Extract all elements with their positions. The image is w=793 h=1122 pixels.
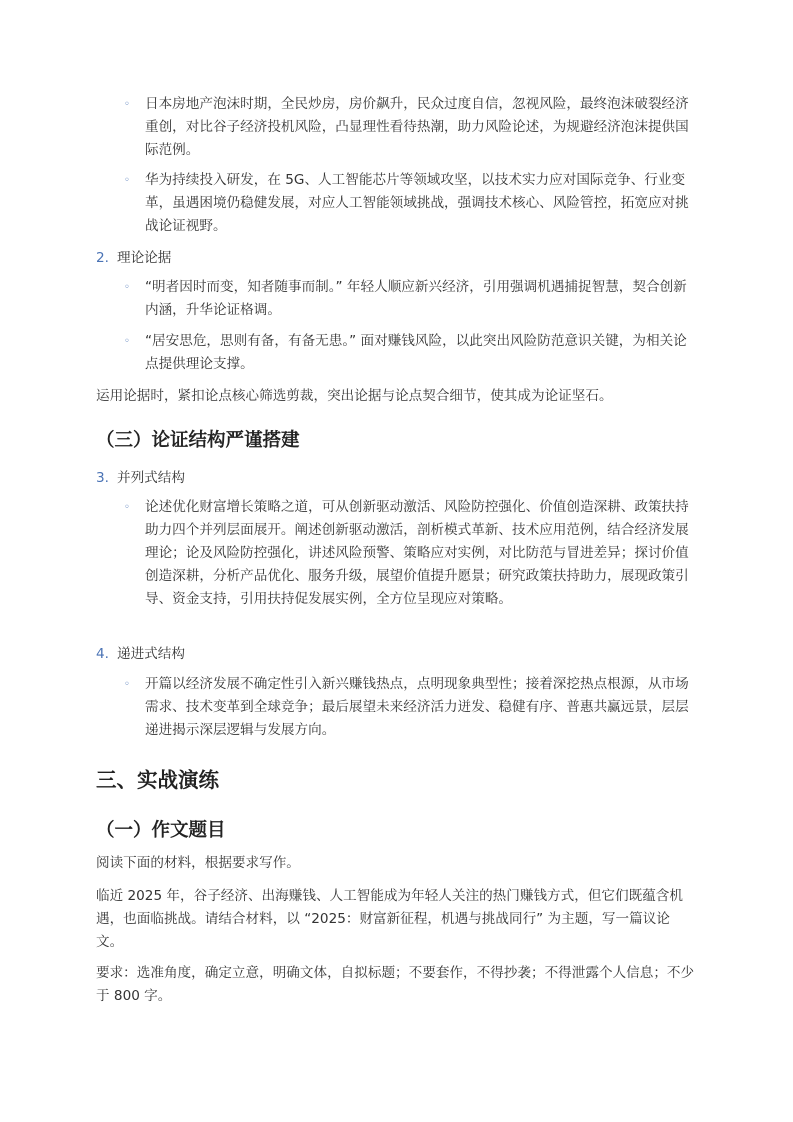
numbered-item-2 bbox=[96, 247, 171, 270]
list-item bbox=[124, 169, 700, 238]
list-item bbox=[124, 93, 700, 162]
chapter-heading: 三、实战演练 bbox=[96, 768, 219, 792]
section-heading: （一）作文题目 bbox=[96, 820, 226, 841]
paragraph: 临近 2025 年，谷子经济、出海赚钱、人工智能成为年轻人关注的热门赚钱方式，但它们既蕴含机遇，也面临挑战。请结合材料，以 “2025：财富新征程，机遇与挑战同行” 为主题，写一篇议论文。 bbox=[96, 888, 683, 950]
list-item-text: 日本房地产泡沫时期，全民炒房，房价飙升，民众过度自信，忽视风险，最终泡沫破裂经济重创，对比谷子经济投机风险，凸显理性看待热潮，助力风险论述，为规避经济泡沫提供国际范例。 bbox=[145, 96, 689, 158]
numbered-item-label: 并列式结构 bbox=[116, 470, 185, 486]
bullet-marker-icon: ◦ bbox=[124, 282, 130, 293]
list-item bbox=[124, 496, 700, 611]
bullet-marker-icon: ◦ bbox=[124, 679, 130, 690]
bullet-marker-icon: ◦ bbox=[124, 99, 130, 110]
paragraph: 要求：选准角度，确定立意，明确文体，自拟标题；不要套作，不得抄袭；不得泄露个人信息；不少于 800 字。 bbox=[96, 965, 695, 1004]
list-item-text: 论述优化财富增长策略之道，可从创新驱动激活、风险防控强化、价值创造深耕、政策扶持助力四个并列层面展开。阐述创新驱动激活，剖析模式革新、技术应用范例，结合经济发展理论；论及风险防控强化，讲述风险预警、策略应对实例，对比防范与冒进差异；探讨价值创造深耕，分析产品优化、服务升级，展望价值提升愿景；研究政策扶持助力，展现政策引导、资金支持，引用扶持促发展实例，全方位呈现应对策略。 bbox=[145, 499, 689, 607]
section-heading: （三）论证结构严谨搭建 bbox=[96, 430, 300, 451]
list-number: 2. bbox=[96, 250, 109, 266]
list-item-text: 华为持续投入研发，在 5G、人工智能芯片等领域攻坚，以技术实力应对国际竞争、行业变革，虽遇困境仍稳健发展，对应人工智能领域挑战，强调技术核心、风险管控，拓宽应对挑战论证视野。 bbox=[145, 172, 689, 234]
bullet-marker-icon: ◦ bbox=[124, 502, 130, 513]
list-number: 3. bbox=[96, 470, 109, 486]
numbered-item-label: 理论论据 bbox=[116, 250, 172, 266]
list-item-text: “居安思危，思则有备，有备无患。” 面对赚钱风险，以此突出风险防范意识关键，为相关论点提供理论支撑。 bbox=[145, 333, 687, 372]
bullet-marker-icon: ◦ bbox=[124, 175, 130, 186]
list-item bbox=[124, 276, 700, 322]
numbered-item-4 bbox=[96, 643, 185, 666]
list-number: 4. bbox=[96, 646, 109, 662]
paragraph: 运用论据时，紧扣论点核心筛选剪裁，突出论据与论点契合细节，使其成为论证坚石。 bbox=[96, 388, 613, 404]
list-item bbox=[124, 330, 700, 376]
numbered-item-label: 递进式结构 bbox=[116, 646, 185, 662]
bullet-marker-icon: ◦ bbox=[124, 336, 130, 347]
list-item bbox=[124, 673, 700, 742]
numbered-item-3 bbox=[96, 467, 185, 490]
list-item-text: “明者因时而变，知者随事而制。” 年轻人顺应新兴经济，引用强调机遇捕捉智慧，契合创新内涵，升华论证格调。 bbox=[145, 279, 687, 318]
paragraph: 阅读下面的材料，根据要求写作。 bbox=[96, 855, 300, 871]
list-item-text: 开篇以经济发展不确定性引入新兴赚钱热点，点明现象典型性；接着深挖热点根源，从市场需求、技术变革到全球竞争；最后展望未来经济活力迸发、稳健有序、普惠共赢远景，层层递进揭示深层逻辑与发展方向。 bbox=[145, 676, 689, 738]
